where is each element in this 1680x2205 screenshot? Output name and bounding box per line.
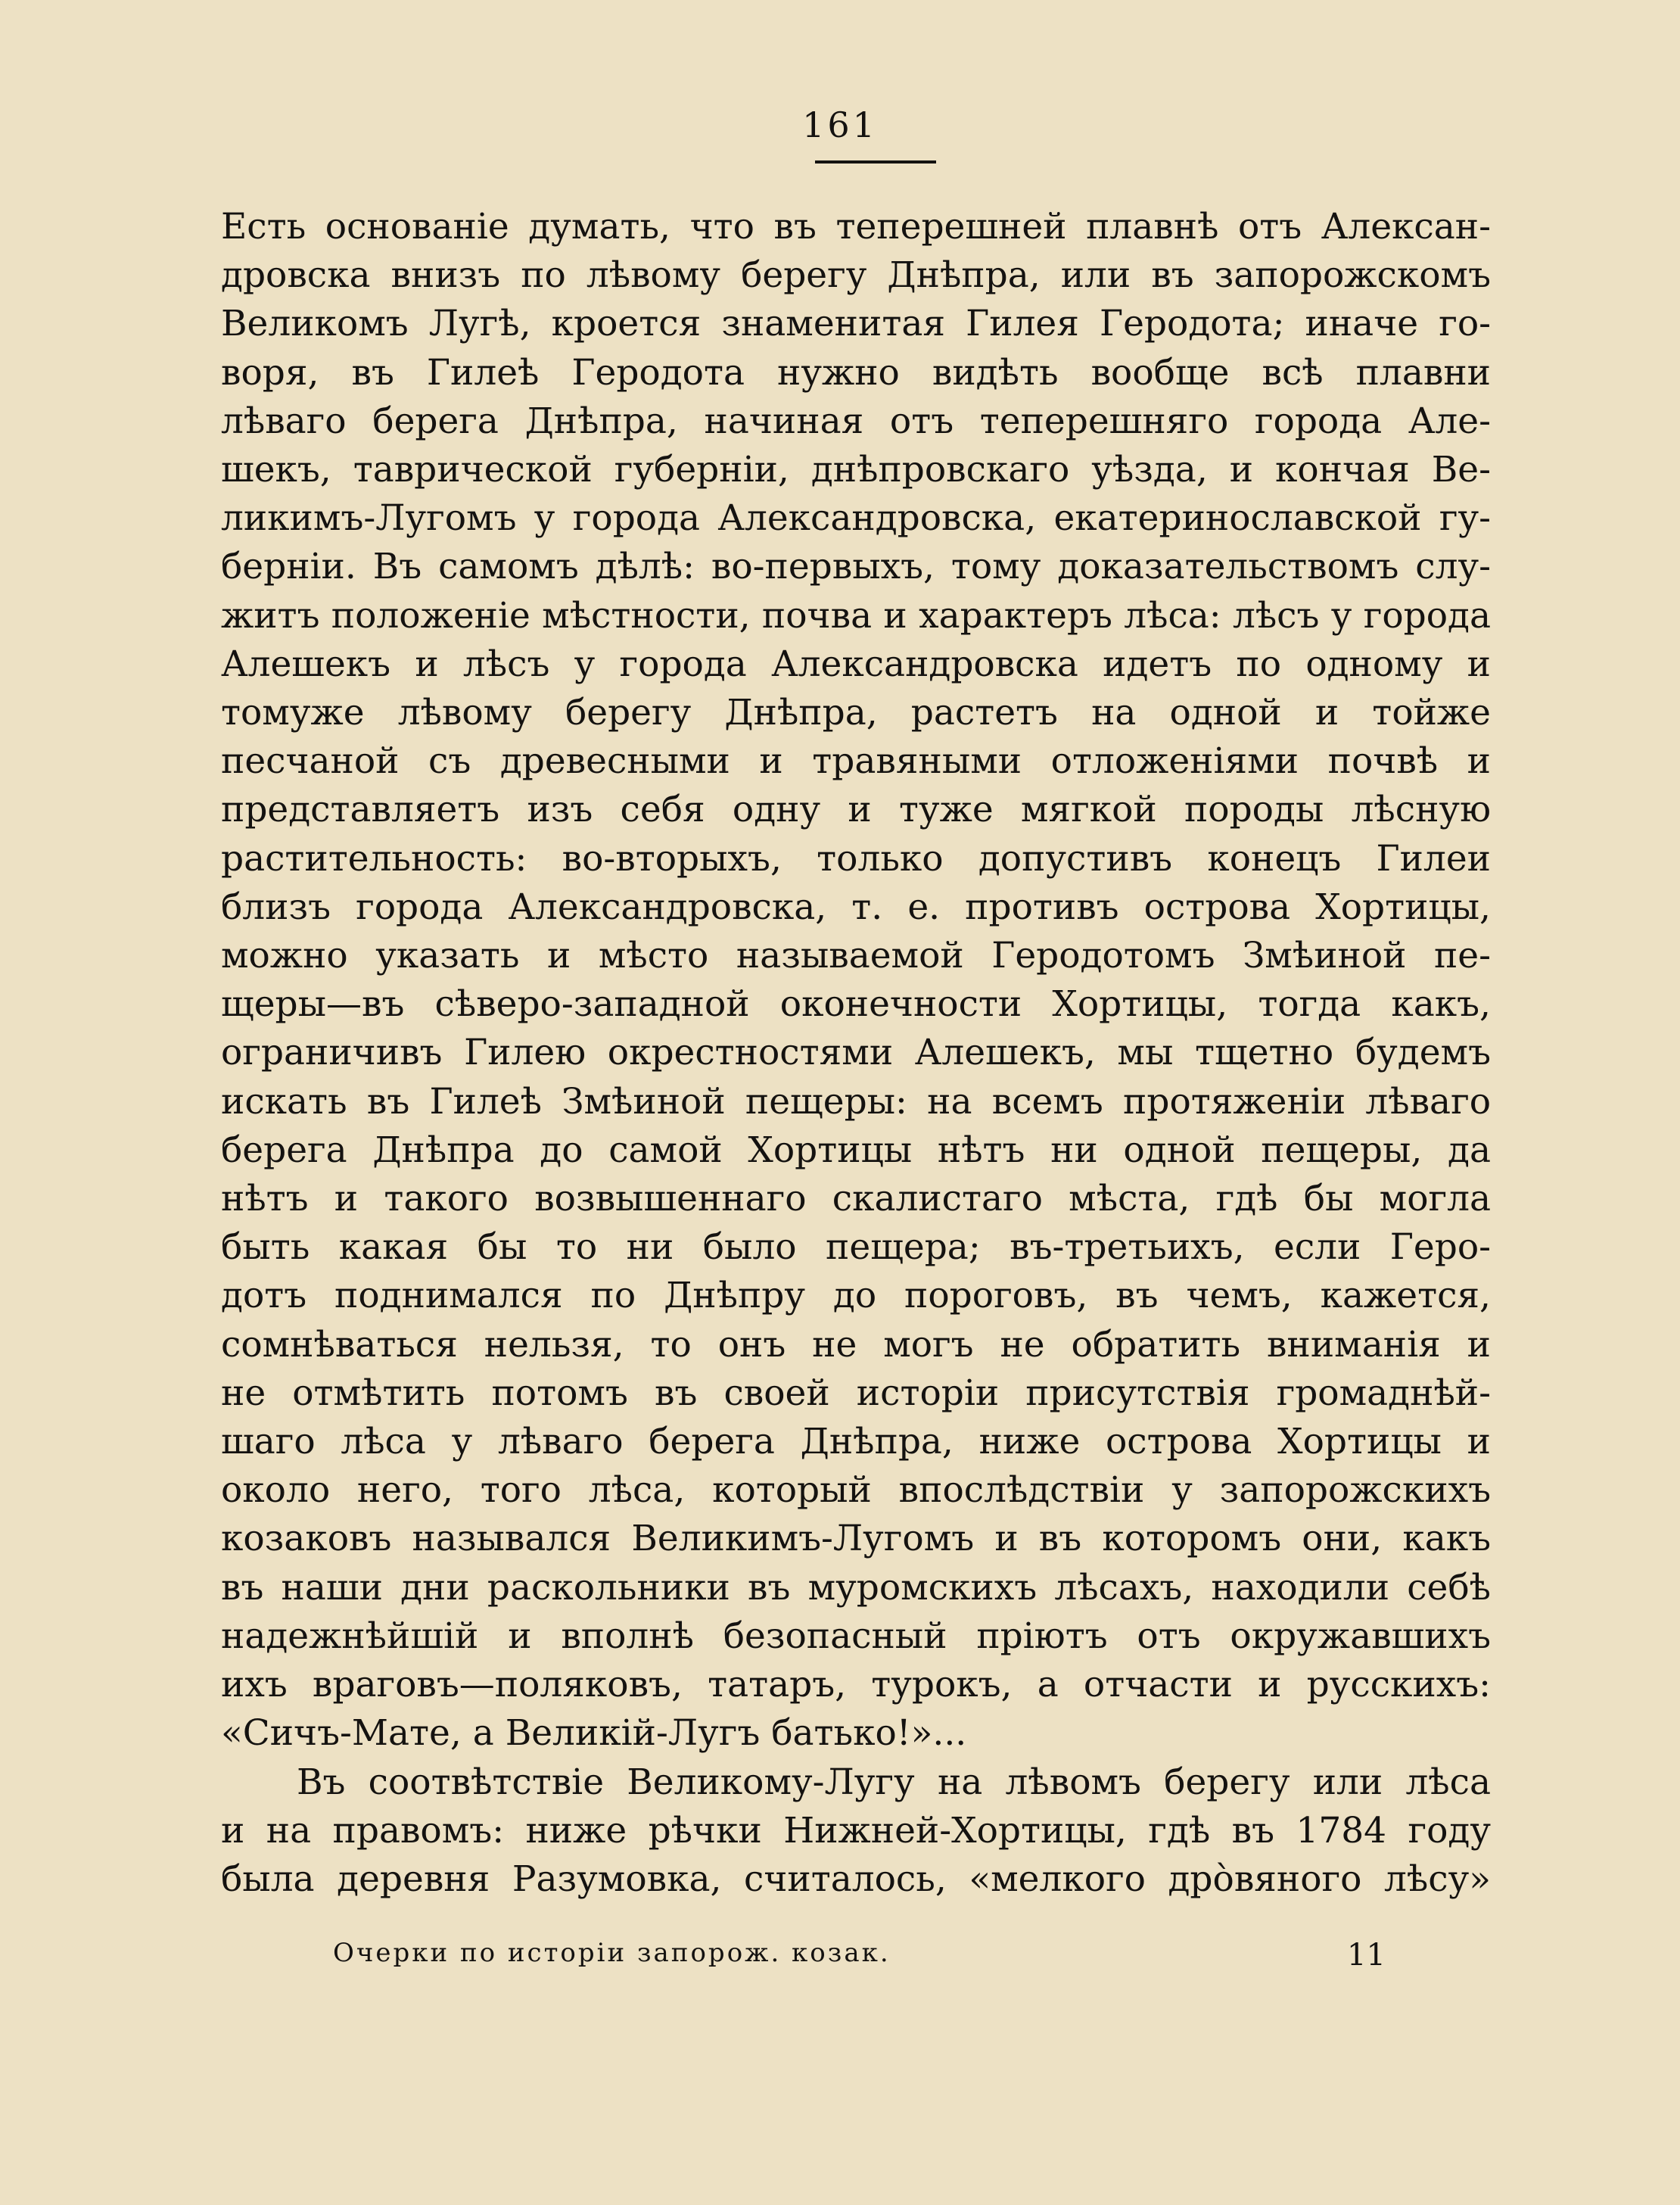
text-line: воря, въ Гилеѣ Геродота нужно видѣть вообще всѣ плавни bbox=[221, 351, 1491, 394]
text-line: и на правомъ: ниже рѣчки Нижней-Хортицы, гдѣ въ 1784 году bbox=[221, 1809, 1491, 1852]
text-line: Великомъ Лугѣ, кроется знаменитая Гилея Геродота; иначе го- bbox=[221, 303, 1491, 345]
text-line: ограничивъ Гилею окрестностями Алешекъ, мы тщетно будемъ bbox=[221, 1032, 1491, 1074]
paragraph-1 bbox=[221, 203, 1491, 1758]
text-line: не отмѣтить потомъ въ своей исторіи присутствія громаднѣй- bbox=[221, 1372, 1491, 1414]
paragraph-2 bbox=[221, 1758, 1491, 1904]
text-line: Въ соотвѣтствіе Великому-Лугу на лѣвомъ берегу или лѣса bbox=[297, 1761, 1491, 1803]
text-line: сомнѣваться нельзя, то онъ не могъ не обратить вниманія и bbox=[221, 1323, 1491, 1366]
text-line: песчаной съ древесными и травяными отложеніями почвѣ и bbox=[221, 740, 1491, 783]
text-line: быть какая бы то ни было пещера; въ-третьихъ, если Геро- bbox=[221, 1226, 1491, 1269]
text-line: надежнѣйшій и вполнѣ безопасный пріютъ отъ окружавшихъ bbox=[221, 1615, 1491, 1657]
page-number-rule bbox=[815, 160, 936, 164]
text-line: представляетъ изъ себя одну и туже мягкой породы лѣсную bbox=[221, 789, 1491, 831]
text-line: Алешекъ и лѣсъ у города Александровска идетъ по одному и bbox=[221, 643, 1491, 685]
text-line: берега Днѣпра до самой Хортицы нѣтъ ни одной пещеры, да bbox=[221, 1129, 1491, 1171]
footer-signature bbox=[333, 1938, 1392, 1973]
text-line: около него, того лѣса, который впослѣдствіи у запорожскихъ bbox=[221, 1469, 1491, 1512]
sheet-number: 11 bbox=[1347, 1938, 1386, 1973]
text-line: щеры—въ сѣверо-западной оконечности Хортицы, тогда какъ, bbox=[221, 983, 1491, 1026]
text-line: «Сичъ-Мате, а Великій-Лугъ батько!»... bbox=[221, 1712, 967, 1755]
text-line: томуже лѣвому берегу Днѣпра, растетъ на одной и тойже bbox=[221, 692, 1491, 734]
text-line: шекъ, таврической губерніи, днѣпровскаго уѣзда, и кончая Ве- bbox=[221, 449, 1491, 491]
text-line: можно указать и мѣсто называемой Геродотомъ Змѣиной пе- bbox=[221, 935, 1491, 977]
text-line: растительность: во-вторыхъ, только допустивъ конецъ Гилеи bbox=[221, 837, 1491, 880]
page-number: 161 bbox=[802, 104, 878, 145]
text-line: нѣтъ и такого возвышеннаго скалистаго мѣста, гдѣ бы могла bbox=[221, 1178, 1491, 1220]
text-line: близъ города Александровска, т. е. противъ острова Хортицы, bbox=[221, 886, 1491, 928]
text-line: была деревня Разумовка, считалось, «мелкого дрòвяного лѣсу» bbox=[221, 1858, 1491, 1900]
text-line: Есть основаніе думать, что въ теперешней плавнѣ отъ Алексан- bbox=[221, 206, 1491, 248]
text-line: въ наши дни раскольники въ муромскихъ лѣсахъ, находили себѣ bbox=[221, 1566, 1491, 1609]
text-line: шаго лѣса у лѣваго берега Днѣпра, ниже острова Хортицы и bbox=[221, 1421, 1491, 1463]
text-line: ликимъ-Лугомъ у города Александровска, екатеринославской гу- bbox=[221, 497, 1491, 540]
text-line: дотъ поднимался по Днѣпру до пороговъ, въ чемъ, кажется, bbox=[221, 1275, 1491, 1317]
text-line: ихъ враговъ—поляковъ, татаръ, турокъ, а отчасти и русскихъ: bbox=[221, 1664, 1491, 1706]
text-line: козаковъ назывался Великимъ-Лугомъ и въ которомъ они, какъ bbox=[221, 1518, 1491, 1560]
footer-title: Очерки по исторіи запорож. козак. bbox=[333, 1938, 891, 1968]
text-line: житъ положеніе мѣстности, почва и характеръ лѣса: лѣсъ у города bbox=[221, 594, 1491, 637]
body-text bbox=[221, 203, 1491, 1904]
text-line: берніи. Въ самомъ дѣлѣ: во-первыхъ, тому доказательствомъ слу- bbox=[221, 546, 1491, 588]
text-line: дровска внизъ по лѣвому берегу Днѣпра, или въ запорожскомъ bbox=[221, 254, 1491, 297]
text-line: лѣваго берега Днѣпра, начиная отъ теперешняго города Але- bbox=[221, 400, 1491, 442]
text-line: искать въ Гилеѣ Змѣиной пещеры: на всемъ протяженіи лѣваго bbox=[221, 1080, 1491, 1123]
